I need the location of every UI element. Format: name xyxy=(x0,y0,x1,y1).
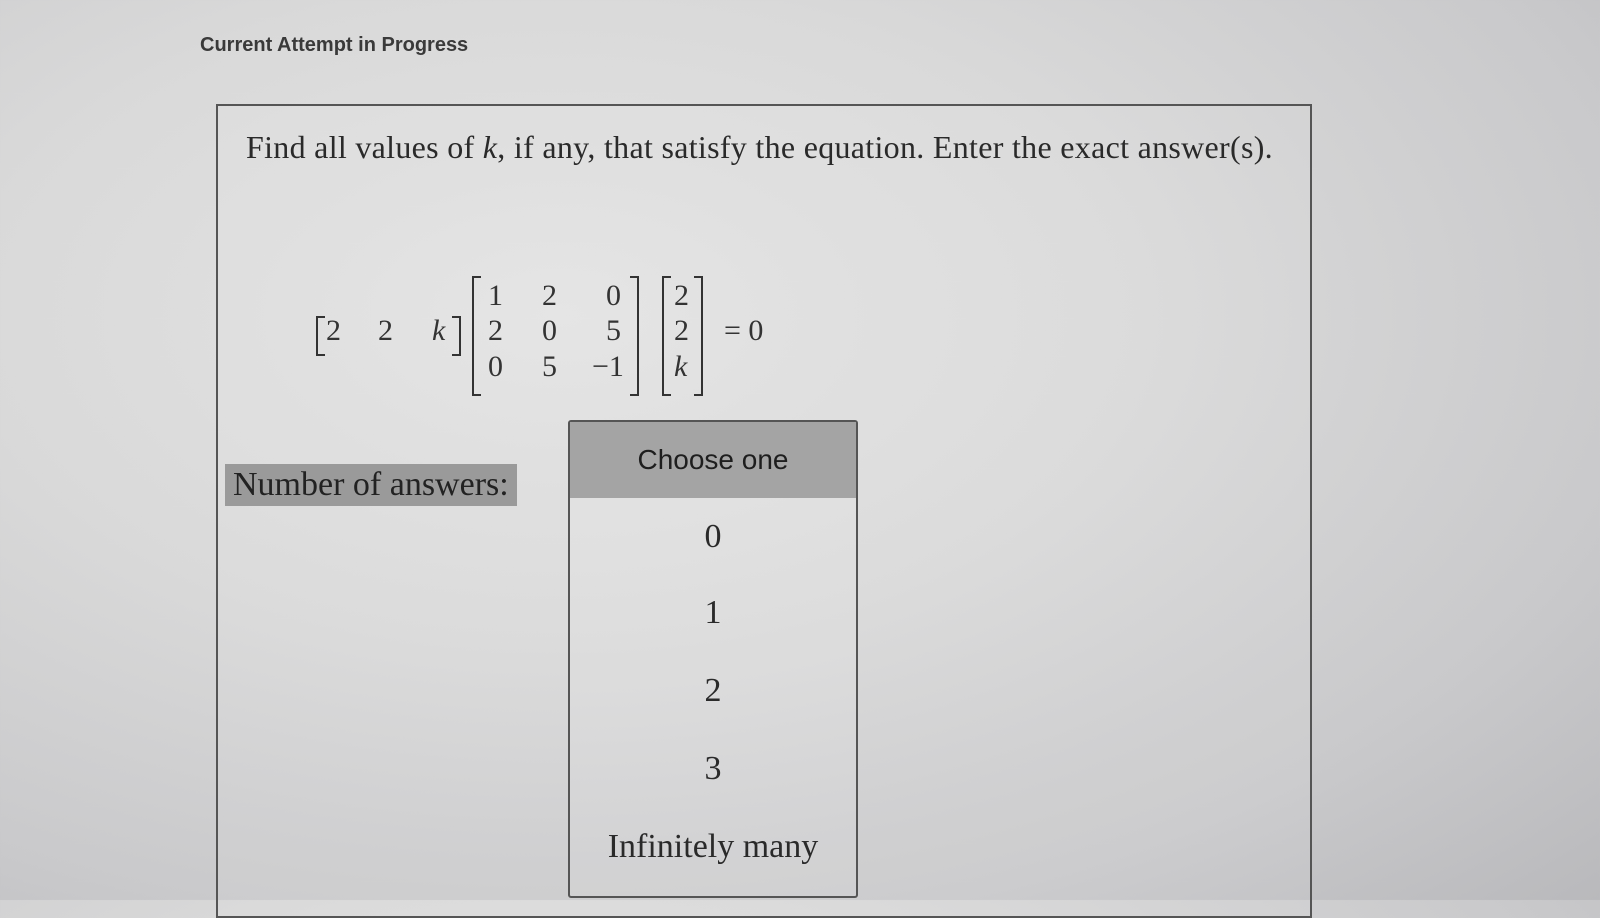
matrix-entry: 2 xyxy=(488,314,503,347)
row-vector-entry: 2 xyxy=(378,314,393,347)
matrix-entry: 0 xyxy=(488,350,503,383)
column-vector-entry: k xyxy=(674,350,688,383)
matrix-entry: 5 xyxy=(542,350,557,383)
matrix-entry: 0 xyxy=(606,279,621,312)
matrix-entry: 5 xyxy=(606,314,621,347)
prompt-text-end: , if any, that satisfy the equation. Enter the exact answer(s). xyxy=(497,129,1273,165)
row-vector-entry: k xyxy=(432,314,446,347)
prompt-text-start: Find all values of xyxy=(246,129,483,165)
column-vector-left-bracket xyxy=(662,276,671,396)
matrix-entry: 0 xyxy=(542,314,557,347)
column-vector-entry: 2 xyxy=(674,314,689,347)
matrix-entry: 2 xyxy=(542,279,557,312)
row-vector-right-bracket xyxy=(452,316,461,356)
matrix-entry: 1 xyxy=(488,279,503,312)
row-vector-entry: 2 xyxy=(326,314,341,347)
number-of-answers-dropdown[interactable] xyxy=(568,420,858,898)
number-of-answers-label: Number of answers: xyxy=(225,464,517,506)
equation-rhs: = 0 xyxy=(724,314,764,347)
matrix-left-bracket xyxy=(472,276,481,396)
matrix-equation xyxy=(316,280,796,410)
dropdown-placeholder[interactable]: Choose one xyxy=(570,422,856,498)
dropdown-option-infinitely-many[interactable]: Infinitely many xyxy=(607,828,819,865)
row-vector-left-bracket xyxy=(316,316,325,356)
question-prompt xyxy=(246,124,1296,170)
dropdown-option-2[interactable]: 2 xyxy=(704,672,722,709)
matrix-entry: −1 xyxy=(592,350,624,383)
column-vector-entry: 2 xyxy=(674,279,689,312)
attempt-status-header: Current Attempt in Progress xyxy=(200,34,469,56)
prompt-variable: k xyxy=(482,129,498,165)
matrix-right-bracket xyxy=(630,276,639,396)
dropdown-option-3[interactable]: 3 xyxy=(704,750,722,787)
column-vector-right-bracket xyxy=(694,276,703,396)
dropdown-option-1[interactable]: 1 xyxy=(704,594,722,631)
dropdown-option-0[interactable]: 0 xyxy=(704,518,722,555)
